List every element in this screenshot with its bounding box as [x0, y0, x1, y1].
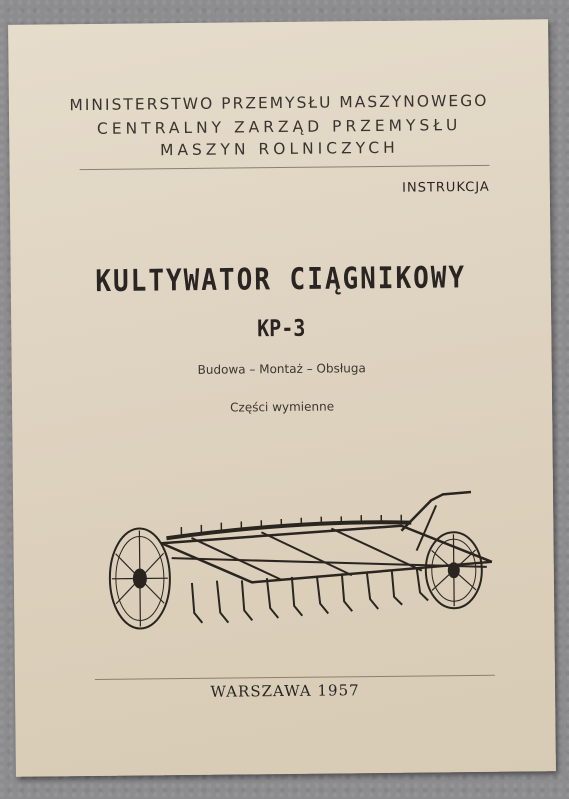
- ministry-header-line3: MASZYN ROLNICZYCH: [159, 138, 399, 160]
- ministry-header-line1: MINISTERSTWO PRZEMYSŁU MASZYNOWEGO: [69, 91, 489, 115]
- document-subtitle: Budowa – Montaż – Obsługa: [197, 361, 366, 377]
- document-page: [8, 19, 556, 777]
- ministry-header-line2: CENTRALNY ZARZĄD PRZEMYSŁU: [96, 116, 462, 138]
- document-type-label: INSTRUKCJA: [402, 179, 490, 196]
- footer-divider: [95, 675, 495, 680]
- cultivator-illustration: [101, 470, 503, 634]
- model-number: KP-3: [257, 313, 306, 343]
- header-divider: [80, 165, 490, 170]
- parts-label: Części wymienne: [230, 399, 335, 415]
- document-title: KULTYWATOR CIĄGNIKOWY: [95, 260, 467, 300]
- publication-place-year: WARSZAWA 1957: [210, 681, 360, 701]
